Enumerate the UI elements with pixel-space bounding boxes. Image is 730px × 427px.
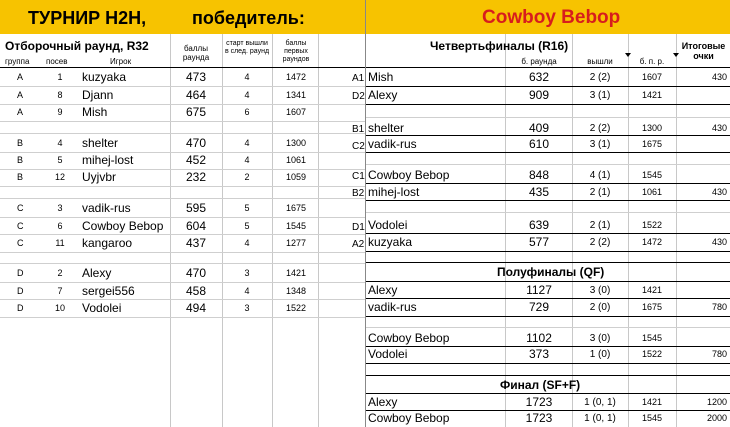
points-cell: 909 [528, 88, 550, 102]
first-cell: 1675 [641, 302, 663, 312]
points-cell: 437 [185, 236, 207, 250]
tournament-title: ТУРНИР H2H, [28, 8, 147, 28]
out-cell: 3 (0) [589, 333, 611, 344]
player-cell: vadik-rus [368, 137, 417, 151]
points-cell: 577 [528, 235, 550, 249]
seed-cell: 8 [57, 90, 63, 100]
start-cell: 4 [244, 238, 250, 248]
points-cell: 729 [528, 300, 550, 314]
points-cell: 848 [528, 168, 550, 182]
player-cell: Mish [82, 105, 108, 119]
out-cell: 1 (0, 1) [584, 413, 616, 424]
out-cell: 2 (2) [589, 237, 611, 248]
semifinals-title: Полуфиналы (QF) [497, 265, 605, 279]
start-cell: 4 [244, 286, 250, 296]
start-cell: 4 [244, 138, 250, 148]
start-cell: 4 [244, 72, 250, 82]
row-divider [366, 251, 730, 252]
row-divider [0, 186, 365, 187]
player-cell: Cowboy Bebop [368, 168, 450, 182]
out-cell: 2 (1) [589, 187, 611, 198]
player-cell: Alexy [368, 88, 398, 102]
seed-cell: 3 [57, 203, 63, 213]
out-cell: 1 (0, 1) [584, 397, 616, 408]
row-divider [0, 217, 365, 218]
seed-cell: 1 [57, 72, 63, 82]
player-cell: mihej-lost [82, 153, 134, 167]
slot-cell: B2 [352, 188, 365, 199]
final-title: Финал (SF+F) [500, 378, 581, 392]
first-cell: 1277 [285, 238, 307, 248]
section-border [366, 375, 730, 376]
player-cell: mihej-lost [368, 185, 420, 199]
seed-cell: 11 [55, 238, 65, 248]
first-cell: 1545 [285, 221, 307, 231]
points-cell: 632 [528, 70, 550, 84]
points-cell: 458 [185, 284, 207, 298]
player-cell: Vodolei [368, 347, 408, 361]
qualifier-title: Отборочный раунд, R32 [5, 39, 149, 53]
points-cell: 639 [528, 218, 550, 232]
row-divider [0, 234, 365, 235]
row-divider [366, 298, 730, 299]
seed-cell: 9 [57, 107, 63, 117]
chevron-down-icon[interactable] [673, 53, 679, 57]
winner-label: победитель: [192, 8, 305, 28]
row-divider [366, 200, 730, 201]
player-cell: kuzyaka [368, 235, 413, 249]
group-cell: C [17, 203, 24, 213]
col-header-seed: посев [46, 57, 68, 66]
group-cell: D [17, 268, 24, 278]
player-cell: vadik-rus [368, 300, 417, 314]
final-cell: 430 [711, 123, 727, 133]
header-underline [366, 281, 730, 282]
quarterfinals-title: Четвертьфиналы (R16) [430, 39, 569, 53]
player-cell: sergei556 [82, 284, 135, 298]
slot-cell: C2 [352, 141, 365, 152]
row-divider [366, 135, 730, 136]
final-cell: 430 [711, 187, 727, 197]
slot-cell: A1 [352, 73, 365, 84]
points-cell: 595 [185, 201, 207, 215]
col-divider [222, 34, 223, 427]
group-cell: D [17, 286, 24, 296]
out-cell: 2 (2) [589, 123, 611, 134]
player-cell: Vodolei [82, 301, 122, 315]
row-divider [0, 198, 365, 199]
points-cell: 473 [185, 70, 207, 84]
first-cell: 1472 [641, 237, 663, 247]
winner-name: Cowboy Bebop [482, 7, 621, 28]
player-cell: Alexy [368, 283, 398, 297]
first-cell: 1522 [641, 349, 663, 359]
first-cell: 1545 [641, 413, 663, 423]
points-cell: 232 [185, 170, 207, 184]
points-cell: 409 [528, 121, 550, 135]
col-header-final-score: Итоговые очки [681, 41, 726, 61]
player-cell: Cowboy Bebop [368, 411, 450, 425]
final-cell: 780 [711, 349, 727, 359]
seed-cell: 7 [57, 286, 63, 296]
header-underline [366, 67, 730, 68]
slot-cell: C1 [352, 171, 365, 182]
col-header-points: баллы раунда [182, 44, 210, 62]
points-cell: 373 [528, 347, 550, 361]
first-cell: 1061 [641, 187, 663, 197]
final-cell: 430 [711, 237, 727, 247]
player-cell: Vodolei [368, 218, 408, 232]
player-cell: shelter [368, 121, 405, 135]
start-cell: 6 [244, 107, 250, 117]
final-cell: 430 [711, 72, 727, 82]
group-cell: C [17, 221, 24, 231]
points-cell: 470 [185, 266, 207, 280]
col-header-first-points: б. п. р. [639, 57, 665, 66]
out-cell: 2 (0) [589, 302, 611, 313]
row-divider [366, 212, 730, 213]
first-cell: 1522 [285, 303, 307, 313]
row-divider [0, 121, 365, 122]
col-header-first: баллы первых раундов [282, 40, 310, 63]
start-cell: 4 [244, 90, 250, 100]
first-cell: 1421 [641, 285, 663, 295]
first-cell: 1675 [285, 203, 307, 213]
seed-cell: 2 [57, 268, 63, 278]
points-cell: 494 [185, 301, 207, 315]
points-cell: 1723 [525, 395, 553, 409]
player-cell: Cowboy Bebop [368, 331, 450, 345]
first-cell: 1545 [641, 170, 663, 180]
row-divider [366, 363, 730, 364]
first-cell: 1421 [641, 397, 663, 407]
col-divider [318, 34, 319, 427]
group-cell: B [17, 138, 24, 148]
slot-cell: D1 [352, 222, 365, 233]
chevron-down-icon[interactable] [625, 53, 631, 57]
col-header-start: старт вышли в след. раунд [224, 40, 270, 55]
first-cell: 1472 [285, 72, 307, 82]
col-header-round-points: б. раунда [521, 57, 557, 66]
slot-cell: B1 [352, 124, 365, 135]
final-cell: 2000 [706, 413, 727, 423]
first-cell: 1545 [641, 333, 663, 343]
player-cell: kangaroo [82, 236, 133, 250]
group-cell: A [17, 72, 24, 82]
group-cell: C [17, 238, 24, 248]
slot-cell: D2 [352, 91, 365, 102]
row-divider [366, 183, 730, 184]
col-header-out: вышли [587, 57, 613, 66]
start-cell: 5 [244, 203, 250, 213]
first-cell: 1607 [641, 72, 663, 82]
group-cell: B [17, 172, 24, 182]
player-cell: Mish [368, 70, 394, 84]
row-divider [0, 263, 365, 264]
points-cell: 435 [528, 185, 550, 199]
first-cell: 1300 [285, 138, 307, 148]
points-cell: 610 [528, 137, 550, 151]
out-cell: 3 (1) [589, 139, 611, 150]
row-divider [366, 152, 730, 153]
player-cell: kuzyaka [82, 70, 127, 84]
points-cell: 1102 [526, 331, 552, 345]
row-divider [0, 317, 365, 318]
start-cell: 3 [244, 303, 250, 313]
player-cell: Alexy [368, 395, 398, 409]
section-border [366, 262, 730, 263]
col-header-player: Игрок [110, 57, 132, 66]
player-cell: Uyjvbr [82, 170, 117, 184]
seed-cell: 6 [57, 221, 63, 231]
first-cell: 1675 [641, 139, 663, 149]
row-divider [0, 282, 365, 283]
group-cell: A [17, 107, 24, 117]
row-divider [366, 104, 730, 105]
group-cell: D [17, 303, 24, 313]
player-cell: shelter [82, 136, 119, 150]
first-cell: 1061 [285, 155, 307, 165]
points-cell: 604 [185, 219, 207, 233]
col-divider [170, 34, 171, 427]
seed-cell: 10 [54, 303, 65, 313]
first-cell: 1421 [641, 90, 663, 100]
start-cell: 2 [244, 172, 250, 182]
out-cell: 1 (0) [589, 349, 611, 360]
out-cell: 3 (1) [589, 90, 611, 101]
slot-cell: A2 [352, 239, 365, 250]
seed-cell: 5 [57, 155, 63, 165]
final-cell: 1200 [706, 397, 727, 407]
player-cell: vadik-rus [82, 201, 131, 215]
row-divider [366, 117, 730, 118]
points-cell: 464 [185, 88, 207, 102]
group-cell: B [17, 155, 24, 165]
row-divider [366, 164, 730, 165]
row-divider [366, 316, 730, 317]
first-cell: 1421 [285, 268, 307, 278]
row-divider [0, 133, 365, 134]
first-cell: 1341 [285, 90, 307, 100]
start-cell: 5 [244, 221, 250, 231]
row-divider [366, 233, 730, 234]
start-cell: 3 [244, 268, 250, 278]
player-cell: Alexy [82, 266, 112, 280]
player-cell: Djann [82, 88, 114, 102]
row-divider [0, 299, 365, 300]
row-divider [0, 86, 365, 87]
start-cell: 4 [244, 155, 250, 165]
points-cell: 675 [185, 105, 207, 119]
first-cell: 1607 [285, 107, 307, 117]
out-cell: 2 (1) [589, 220, 611, 231]
seed-cell: 4 [57, 138, 63, 148]
final-cell: 780 [711, 302, 727, 312]
points-cell: 470 [185, 136, 207, 150]
header-underline [366, 393, 730, 394]
row-divider [0, 252, 365, 253]
group-cell: A [17, 90, 24, 100]
out-cell: 4 (1) [589, 170, 611, 181]
col-divider [676, 34, 677, 427]
points-cell: 1127 [526, 283, 552, 297]
points-cell: 1723 [525, 411, 553, 425]
row-divider [366, 86, 730, 87]
points-cell: 452 [185, 153, 207, 167]
player-cell: Cowboy Bebop [82, 219, 164, 233]
header-underline [0, 67, 365, 68]
out-cell: 2 (2) [589, 72, 611, 83]
first-cell: 1348 [285, 286, 307, 296]
col-divider [272, 34, 273, 427]
col-header-group: группа [5, 57, 30, 66]
first-cell: 1300 [641, 123, 663, 133]
first-cell: 1059 [285, 172, 307, 182]
row-divider [366, 327, 730, 328]
first-cell: 1522 [641, 220, 663, 230]
out-cell: 3 (0) [589, 285, 611, 296]
seed-cell: 12 [54, 172, 65, 182]
